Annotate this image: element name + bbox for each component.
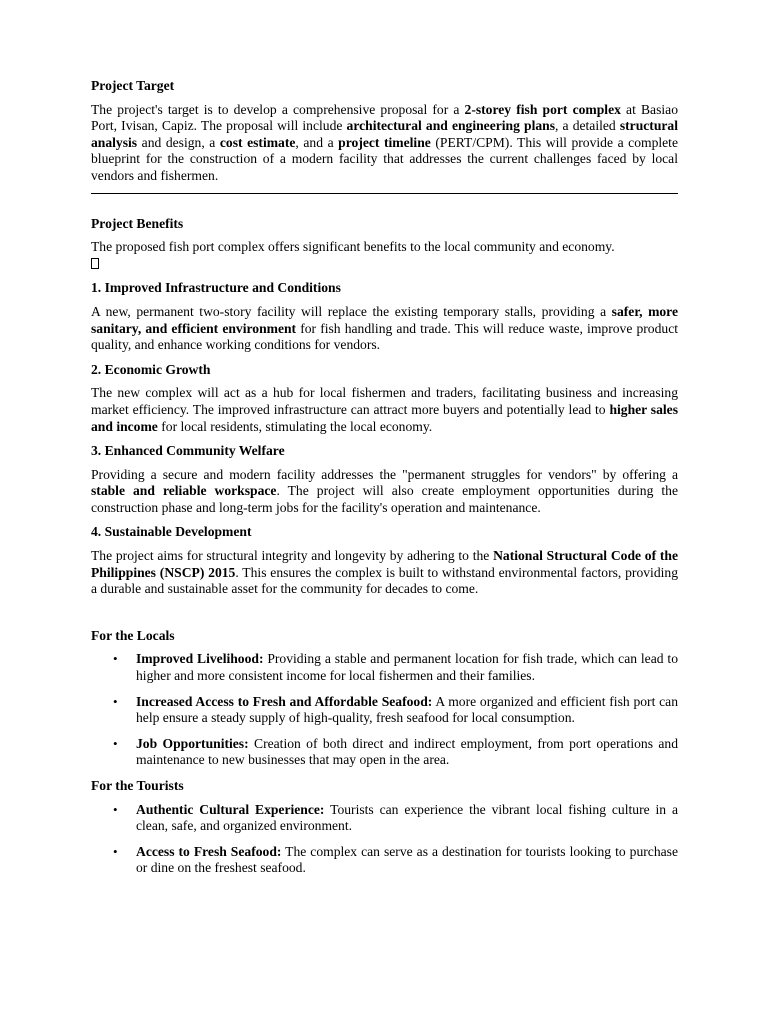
text-run: , and a xyxy=(295,134,339,150)
benefit-2-heading: 2. Economic Growth xyxy=(91,361,211,377)
benefit-3-heading: 3. Enhanced Community Welfare xyxy=(91,443,285,459)
list-item xyxy=(91,802,678,835)
bullet-icon: • xyxy=(113,843,118,859)
bold-run: cost estimate xyxy=(219,134,296,150)
text-run: Creation of both direct and indirect employment, from port operations and maintenance to new businesses that may open in the area. xyxy=(136,735,679,768)
text-run: The new complex will act as a hub for local fishermen and traders, facilitating business and increasing market efficiency. The improved infrastructure can attract more buyers and potentially lead to xyxy=(91,385,678,417)
bold-run: Job Opportunities: xyxy=(136,735,249,751)
locals-list xyxy=(91,651,678,769)
benefits-intro-paragraph xyxy=(91,239,678,272)
text-run: Providing a stable and permanent location for fish trade, which can lead to higher and more consistent income for local fishermen and their families. xyxy=(136,651,678,684)
text-run: Tourists can experience the vibrant local fishing culture in a clean, safe, and organized environment. xyxy=(136,801,678,834)
benefit-2-paragraph xyxy=(91,385,678,435)
benefit-3-paragraph xyxy=(91,467,678,517)
bold-run: Access to Fresh Seafood: xyxy=(136,843,282,859)
bullet-icon: • xyxy=(113,651,118,667)
for-the-locals-heading: For the Locals xyxy=(91,627,175,643)
project-target-paragraph xyxy=(91,102,678,185)
bold-run: 2-storey fish port complex xyxy=(464,101,621,117)
list-item xyxy=(91,651,678,684)
bold-run: project timeline xyxy=(338,134,431,150)
text-run: A more organized and efficient fish port can help ensure a steady supply of high-quality, fresh seafood for local consumption. xyxy=(136,693,678,726)
bold-run: structural analysis xyxy=(91,118,678,150)
benefit-1-heading: 1. Improved Infrastructure and Conditions xyxy=(91,280,341,296)
benefit-4-paragraph xyxy=(91,548,678,598)
bold-run: Increased Access to Fresh and Affordable Seafood: xyxy=(136,693,433,709)
bold-run: National Structural Code of the Philippines (NSCP) 2015 xyxy=(91,548,678,580)
list-item xyxy=(91,694,678,727)
text-run: for local residents, stimulating the local economy. xyxy=(157,418,433,434)
bullet-icon: • xyxy=(113,801,118,817)
text-run: , a detailed xyxy=(555,118,620,134)
bold-run: architectural and engineering plans xyxy=(346,118,556,134)
text-run: . The project will also create employment opportunities during the construction phase and long-term jobs for the facility's operation and maintenance. xyxy=(91,483,679,515)
bold-run: Improved Livelihood: xyxy=(136,651,264,667)
bullet-icon: • xyxy=(113,735,118,751)
bold-run: Authentic Cultural Experience: xyxy=(136,801,325,817)
benefit-4-heading: 4. Sustainable Development xyxy=(91,524,252,540)
for-the-tourists-heading: For the Tourists xyxy=(91,778,184,793)
list-item xyxy=(91,844,678,877)
bold-run: stable and reliable workspace xyxy=(91,483,277,499)
text-run: The complex can serve as a destination for tourists looking to purchase or dine on the freshest seafood. xyxy=(136,843,678,876)
bullet-icon: • xyxy=(113,693,118,709)
text-run: at Basiao Port, Ivisan, Capiz. The proposal will include xyxy=(91,101,678,134)
bold-run: higher sales and income xyxy=(91,401,678,434)
spacer xyxy=(91,606,678,628)
text-run: . This ensures the complex is built to withstand environmental factors, providing a durable and sustainable asset for the community for decades to come. xyxy=(91,564,678,597)
text-run: The project's target is to develop a comprehensive proposal for a xyxy=(91,101,465,117)
list-item xyxy=(91,736,678,769)
horizontal-rule xyxy=(91,193,678,194)
text-run: for fish handling and trade. This will reduce waste, improve product quality, and enhance working conditions for vendors. xyxy=(91,320,679,353)
text-run: Providing a secure and modern facility addresses the "permanent struggles for vendors" by offering a xyxy=(91,466,678,482)
text-run: and design, a xyxy=(137,134,220,150)
text-run: The project aims for structural integrity and longevity by adhering to the xyxy=(91,548,494,564)
missing-glyph-icon xyxy=(91,258,99,269)
text-run: The proposed fish port complex offers significant benefits to the local community and economy. xyxy=(91,239,615,255)
tourists-list xyxy=(91,802,678,877)
project-benefits-heading: Project Benefits xyxy=(91,215,184,231)
project-target-heading: Project Target xyxy=(91,78,175,93)
text-run: A new, permanent two-story facility will replace the existing temporary stalls, providing a xyxy=(91,303,612,319)
benefit-1-paragraph xyxy=(91,304,678,354)
text-run: (PERT/CPM). This will provide a complete blueprint for the construction of a modern facility that addresses the current challenges faced by local vendors and fishermen. xyxy=(91,134,678,183)
bold-run: safer, more sanitary, and efficient environment xyxy=(91,303,679,336)
